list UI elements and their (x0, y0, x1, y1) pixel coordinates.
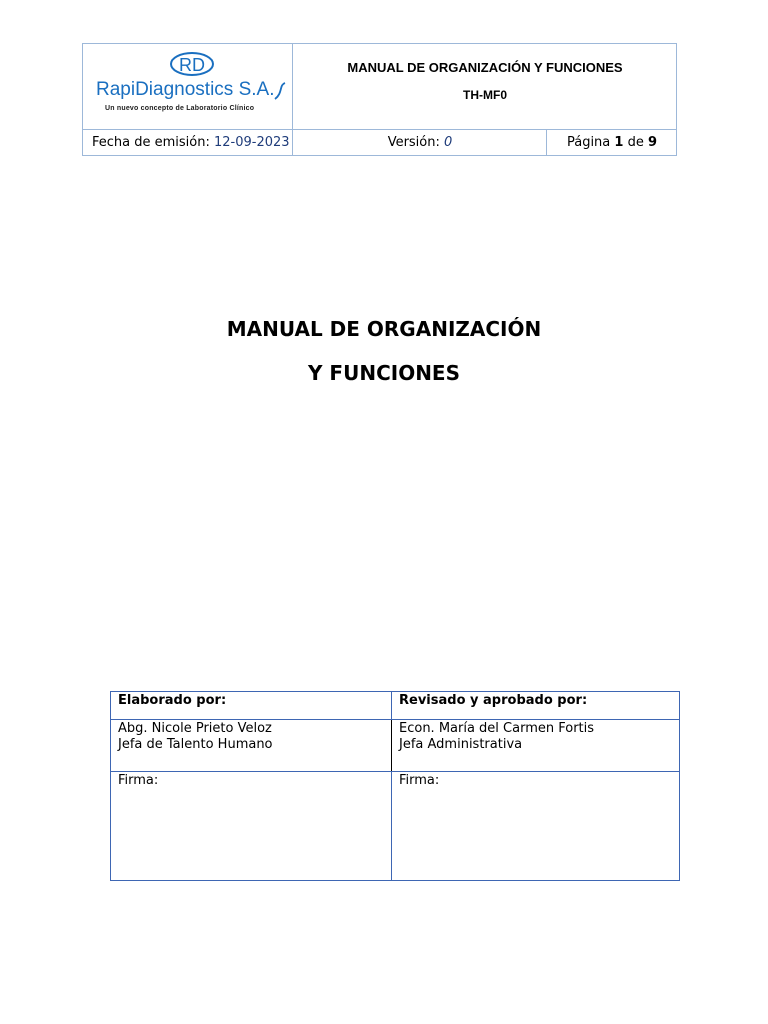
version-value: 0 (444, 135, 453, 150)
page-of: de (627, 135, 644, 150)
header-divider (292, 44, 293, 129)
table-divider (111, 719, 679, 720)
company-slogan: Un nuevo concepto de Laboratorio Clínico (105, 105, 255, 112)
svg-text:RD: RD (179, 55, 205, 75)
issue-date (92, 129, 290, 156)
table-divider (111, 771, 679, 772)
issue-date-label: Fecha de emisión: (92, 135, 210, 150)
signature-table (110, 691, 680, 881)
elaborado-name: Abg. Nicole Prieto Veloz (118, 721, 272, 736)
page-total: 9 (647, 135, 658, 150)
revisado-role: Jefa Administrativa (399, 737, 523, 752)
rd-monogram-icon (167, 51, 217, 81)
page-current: 1 (614, 135, 624, 150)
document-code: TH-MF0 (463, 88, 507, 102)
revisado-person (399, 721, 674, 753)
document-header (82, 43, 677, 156)
version-label: Versión: (387, 135, 440, 150)
issue-date-value: 12-09-2023 (214, 135, 290, 150)
swoosh-icon (273, 81, 287, 101)
document-title-line1: MANUAL DE ORGANIZACIÓN (226, 317, 542, 341)
page-label: Página (566, 135, 611, 150)
elaborado-header: Elaborado por: (118, 693, 227, 708)
revisado-name: Econ. María del Carmen Fortis (399, 721, 595, 736)
header-title: MANUAL DE ORGANIZACIÓN Y FUNCIONES (347, 60, 623, 75)
elaborado-person (118, 721, 386, 753)
firma-label-right: Firma: (399, 773, 440, 788)
revisado-header: Revisado y aprobado por: (399, 693, 588, 708)
table-divider (391, 719, 392, 771)
firma-label-left: Firma: (118, 773, 159, 788)
document-title-line2: Y FUNCIONES (307, 361, 460, 385)
company-name: RapiDiagnostics S.A. (96, 79, 275, 100)
company-logo (87, 47, 289, 125)
page-number (547, 129, 677, 156)
version (293, 129, 547, 156)
elaborado-role: Jefa de Talento Humano (118, 737, 273, 752)
